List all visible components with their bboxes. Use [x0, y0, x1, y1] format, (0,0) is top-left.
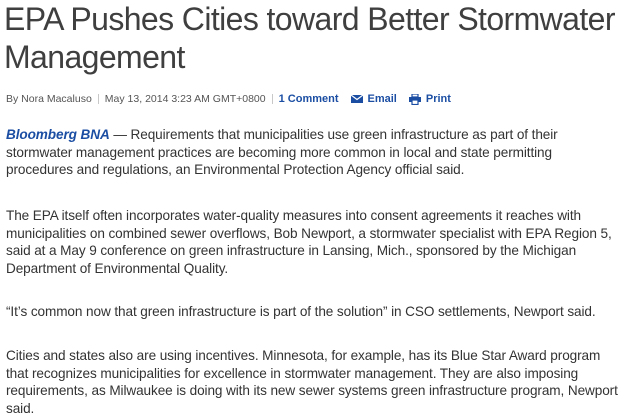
email-label: Email [367, 93, 397, 105]
paragraph-1 [6, 126, 620, 179]
author-name: By Nora Macaluso [6, 93, 92, 105]
publish-date: May 13, 2014 3:23 AM GMT+0800 [104, 93, 266, 105]
email-icon [351, 95, 363, 103]
paragraph-2: The EPA itself often incorporates water-quality measures into consent agreements it reaches with municipalities on combined sewer overflows, Bob Newport, a stormwater specialist with EPA Region 5, said at a May 9 conference on green infrastructure in Lansing, Mich., sponsored by the Michigan Department of Environmental Quality. [6, 208, 612, 276]
print-label: Print [425, 93, 451, 105]
article-headline: EPA Pushes Cities toward Better Stormwater Management [4, 1, 615, 75]
paragraph-1-text: — Requirements that municipalities use green infrastructure as part of their stormwater management practices are becoming more common in local and state permitting procedures and regulations, an Environmental Protection Agency official said. [6, 127, 558, 177]
paragraph-4: Cities and states also are using incentives. Minnesota, for example, has its Blue Star Award program that recognizes municipalities for excellence in stormwater management. They are also imposing requirements, as Milwaukee is doing with its new sewer systems green infrastructure program, Newport said. [6, 348, 618, 416]
print-icon [409, 94, 421, 105]
email-button[interactable] [351, 93, 397, 105]
paragraph-3: “It’s common now that green infrastructure is part of the solution” in CSO settlements, Newport said. [6, 304, 596, 319]
print-button[interactable] [409, 93, 451, 105]
byline-divider [272, 94, 273, 104]
source-link[interactable]: Bloomberg BNA [6, 127, 110, 142]
byline-divider [98, 94, 99, 104]
comments-link[interactable]: 1 Comment [278, 93, 339, 105]
byline [6, 92, 451, 106]
